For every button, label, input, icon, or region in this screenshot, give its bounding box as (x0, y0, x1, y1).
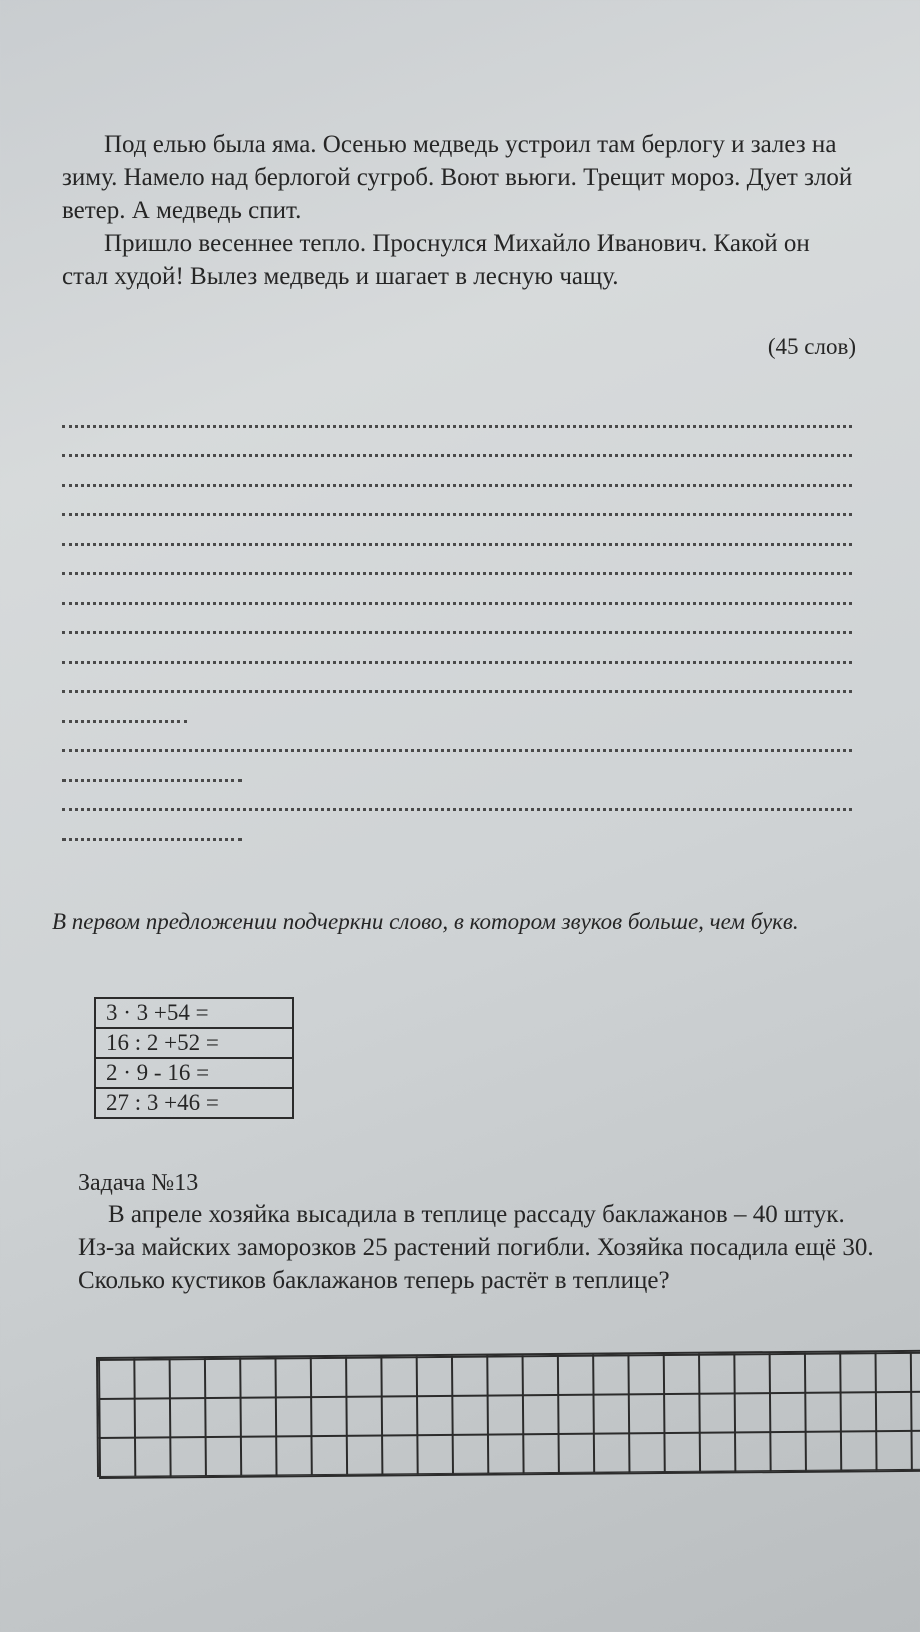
writing-line[interactable] (62, 546, 852, 576)
expression-cell[interactable]: 27 : 3 +46 = (95, 1088, 293, 1118)
writing-line[interactable] (62, 516, 852, 546)
table-row (95, 998, 293, 1028)
writing-line[interactable] (62, 811, 242, 841)
grammar-task: В первом предложении подчеркни слово, в котором звуков больше, чем букв. (52, 909, 799, 934)
writing-line[interactable] (62, 605, 852, 635)
expression-cell[interactable]: 2 · 9 - 16 = (95, 1058, 293, 1088)
expressions-table (94, 997, 294, 1119)
writing-line[interactable] (62, 752, 242, 782)
writing-line[interactable] (62, 457, 852, 487)
writing-line[interactable] (62, 398, 852, 428)
story-paragraph-2: Пришло весеннее тепло. Проснулся Михайло Иванович. Какой он стал худой! Вылез медведь и шагает в лесную чащу. (62, 230, 810, 290)
word-count: (45 слов) (767, 334, 856, 359)
story-paragraph-1: Под елью была яма. Осенью медведь устроил там берлогу и залез на зиму. Намело над берлогой сугроб. Воют вьюги. Трещит мороз. Дует злой ветер. А медведь спит. (62, 131, 853, 224)
writing-line[interactable] (62, 723, 852, 753)
table-row (95, 1088, 293, 1118)
table-row (95, 1058, 293, 1088)
table-row (95, 1028, 293, 1058)
grid-border (99, 1470, 920, 1479)
expression-cell[interactable]: 16 : 2 +52 = (95, 1028, 293, 1058)
writing-line[interactable] (62, 664, 852, 694)
writing-line[interactable] (62, 782, 852, 812)
dictation-text (62, 128, 862, 293)
writing-line[interactable] (62, 428, 852, 458)
problem-title: Задача №13 (78, 1170, 199, 1196)
writing-line[interactable] (62, 575, 852, 605)
writing-line[interactable] (62, 634, 852, 664)
writing-line[interactable] (62, 693, 187, 723)
expression-cell[interactable]: 3 · 3 +54 = (95, 998, 293, 1028)
writing-lines[interactable] (62, 398, 852, 841)
writing-line[interactable] (62, 487, 852, 517)
answer-grid[interactable] (96, 1350, 920, 1477)
problem-text: В апреле хозяйка высадила в теплице рассаду баклажанов – 40 штук. Из-за майских заморозков 25 растений погибли. Хозяйка посадила ещё 30. Сколько кустиков баклажанов теперь растёт в теплице? (78, 1201, 874, 1294)
